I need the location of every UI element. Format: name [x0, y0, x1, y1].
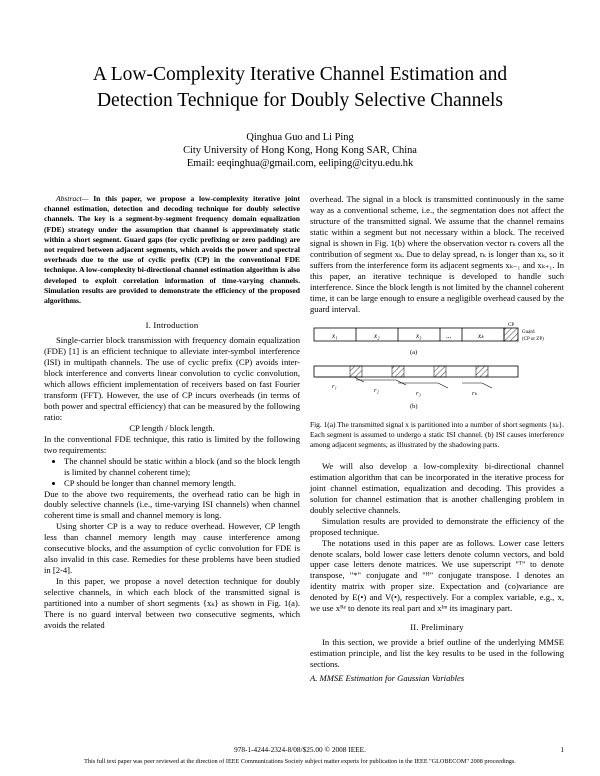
abstract: [44, 194, 300, 306]
overhead-ratio: CP length / block length.: [129, 422, 215, 433]
peer-review-notice: This full text paper was peer reviewed at the direction of IEEE Communications Society subject matter experts for publication in the IEEE "GLOBECOM" 2008 proceedings.: [84, 758, 516, 765]
title-line-2: Detection Technique for Doubly Selective Channels: [96, 90, 504, 111]
intro-paragraph-3: Due to the above two requirements, the overhead ratio can be high in doubly selective channels (i.e., time-varying ISI channels) when channel coherent time is small and channel memory is long.: [44, 488, 300, 521]
guard-annotation: Guard: [522, 330, 535, 336]
list-item: • CP should be longer than channel memory length.: [64, 478, 300, 489]
intro-paragraph-2: In the conventional FDE technique, this ratio is limited by the following two requirements:: [44, 433, 300, 455]
right-paragraph-1: overhead. The signal in a block is transmitted continuously in the same way as a conventional scheme, i.e., the segmentation does not affect the structure of the transmitted signal. We assume that the channel remains static within a segment but not necessary within a block. The received signal is shown in Fig. 1(b) where the observation vector rₖ covers all the contribution of segment xₖ. Due to delay spread, rₖ is longer than xₖ, so it suffers from the interference form its adjacent segments xₖ₋₁ and xₖ₊₁. In this paper, an iterative technique is developed to handle such interference. Since the block length is not limited by the channel coherent time, it can be large enough to ensure a negligible overhead caused by the guard interval.: [310, 194, 564, 314]
observation-label: r₁: [332, 383, 337, 391]
overlap-region: [392, 366, 404, 377]
author-block: [100, 131, 500, 170]
intro-paragraph-1: Single-carrier block transmission with frequency domain equalization (FDE) [1] is an efficient technique to alleviate inter-symbol interference (ISI) in multipath channels. The use of cyclic prefix (CP) avoids inter-block interference and converts linear convolution to cyclic convolution, which allows efficient implementation of receivers based on fast Fourier transform (FFT). However, the use of CP incurs overheads (in terms of both power and spectral efficiency) that can be measured by the following ratio:: [44, 335, 300, 422]
author-names: Qinghua Guo and Li Ping: [246, 132, 354, 143]
segmentation-diagram: [310, 320, 564, 416]
block-outline-a: [314, 328, 504, 341]
segment-label: x₁: [332, 332, 338, 341]
overlap-region: [350, 366, 362, 377]
abstract-body: In this paper, we propose a low-complexity iterative joint channel estimation, detection and decoding technique for doubly selective channels. The key is a segment-by-segment frequency domain equalization (FDE) strategy under the assumption that channel is approximately static within a short segment. Guard gaps (for cyclic prefixing or zero padding) are not required between adjacent segments, which avoids the power and spectral overheads due to the use of cyclic prefix (CP) in the conventional FDE technique. A low-complexity bi-directional channel estimation algorithm is also developed to exploit correlation information of time-varying channels. Simulation results are provided to demonstrate the efficiency of the proposed algorithms.: [44, 194, 300, 306]
observation-window: [356, 380, 406, 385]
segment-label: x₃: [416, 332, 422, 341]
list-item: • The channel should be static within a block (and so the block length is limited by channel coherent time);: [64, 456, 300, 478]
overlap-region: [434, 366, 446, 377]
intro-paragraph-4: Using shorter CP is a way to reduce overhead. However, CP length less than channel memory length may cause interference among consecutive blocks, and the assumption of cyclic convolution for FDE is also invalid in this case. Remedies for these problems have been studied in [2-4].: [44, 521, 300, 576]
observation-label: rₖ: [472, 390, 478, 398]
overlap-region: [476, 366, 488, 377]
guard-interval: [504, 328, 518, 341]
segment-label: x₂: [374, 332, 380, 341]
intro-paragraph-5: In this paper, we propose a novel detection technique for doubly selective channels, in which each block of the transmitted signal is partitioned into a number of short segments {xₖ} as shown in Fig. 1(a). There is no guard interval between two consecutive segments, which avoids the related: [44, 576, 300, 630]
abstract-lead: Abstract—: [56, 194, 89, 203]
figure-1-caption: Fig. 1(a) The transmitted signal x is partitioned into a number of short segments {xₖ}. Each segment is assumed to undergo a static ISI channel. (b) ISI causes interference among adjacent segments, as illustrated by the shadowing parts.: [310, 420, 564, 450]
observation-window: [316, 377, 364, 382]
section-2-heading: II. Preliminary: [410, 622, 464, 633]
left-column: [44, 194, 300, 631]
right-paragraph-3: Simulation results are provided to demonstrate the efficiency of the proposed technique.: [310, 515, 564, 537]
affiliation: City University of Hong Kong, Hong Kong SAR, China: [183, 145, 417, 156]
segment-label: xₖ: [478, 332, 485, 341]
observation-label: r₃: [416, 390, 421, 398]
right-column: [310, 194, 564, 684]
segment-label: ...: [446, 332, 452, 341]
cp-label: CP: [508, 323, 515, 329]
page-number: 1: [560, 745, 564, 754]
copyright-footer: 978-1-4244-2324-8/08/$25.00 © 2008 IEEE.: [234, 745, 366, 754]
observation-window: [398, 383, 448, 388]
subsection-a-heading: A. MMSE Estimation for Gaussian Variables: [310, 673, 465, 684]
paper-title: [40, 62, 560, 114]
requirements-list: [44, 456, 300, 489]
figure-1: [310, 320, 564, 416]
prelim-paragraph-1: In this section, we provide a brief outline of the underlying MMSE estimation principle, and list the key results to be used in the following sections.: [310, 637, 564, 670]
observation-window: [462, 383, 492, 388]
title-line-1: A Low-Complexity Iterative Channel Estimation and: [92, 64, 508, 85]
right-paragraph-4: The notations used in this paper are as follows. Lower case letters denote scalars, bold lower case letters denote column vectors, and bold upper case letters denote matrices. We use superscript "ᵀ" to denote transpose, "*" conjugate and "ᴴ" conjugate transpose. I denotes an identity matrix with proper size. Expectation and (co)variance are denoted by E(•) and V(•), respectively. For a complex variable, e.g., x, we use xᴿᵉ to denote its real part and xᴵᵐ its imaginary part.: [310, 537, 564, 614]
observation-label: r₂: [374, 387, 379, 395]
section-1-heading: I. Introduction: [145, 320, 199, 331]
subfigure-b-label: (b): [410, 403, 418, 411]
subfigure-a-label: (a): [410, 349, 418, 357]
right-paragraph-2: We will also develop a low-complexity bi-directional channel estimation algorithm that can be incorporated in the iterative process for joint channel estimation, equalization and decoding. This provides a solution for channel estimation that is another challenging problem in doubly selective channels.: [310, 460, 564, 515]
guard-annotation: (CP or ZP): [522, 337, 544, 343]
author-email: Email: eeqinghua@gmail.com, eeliping@cityu.edu.hk: [186, 158, 414, 169]
